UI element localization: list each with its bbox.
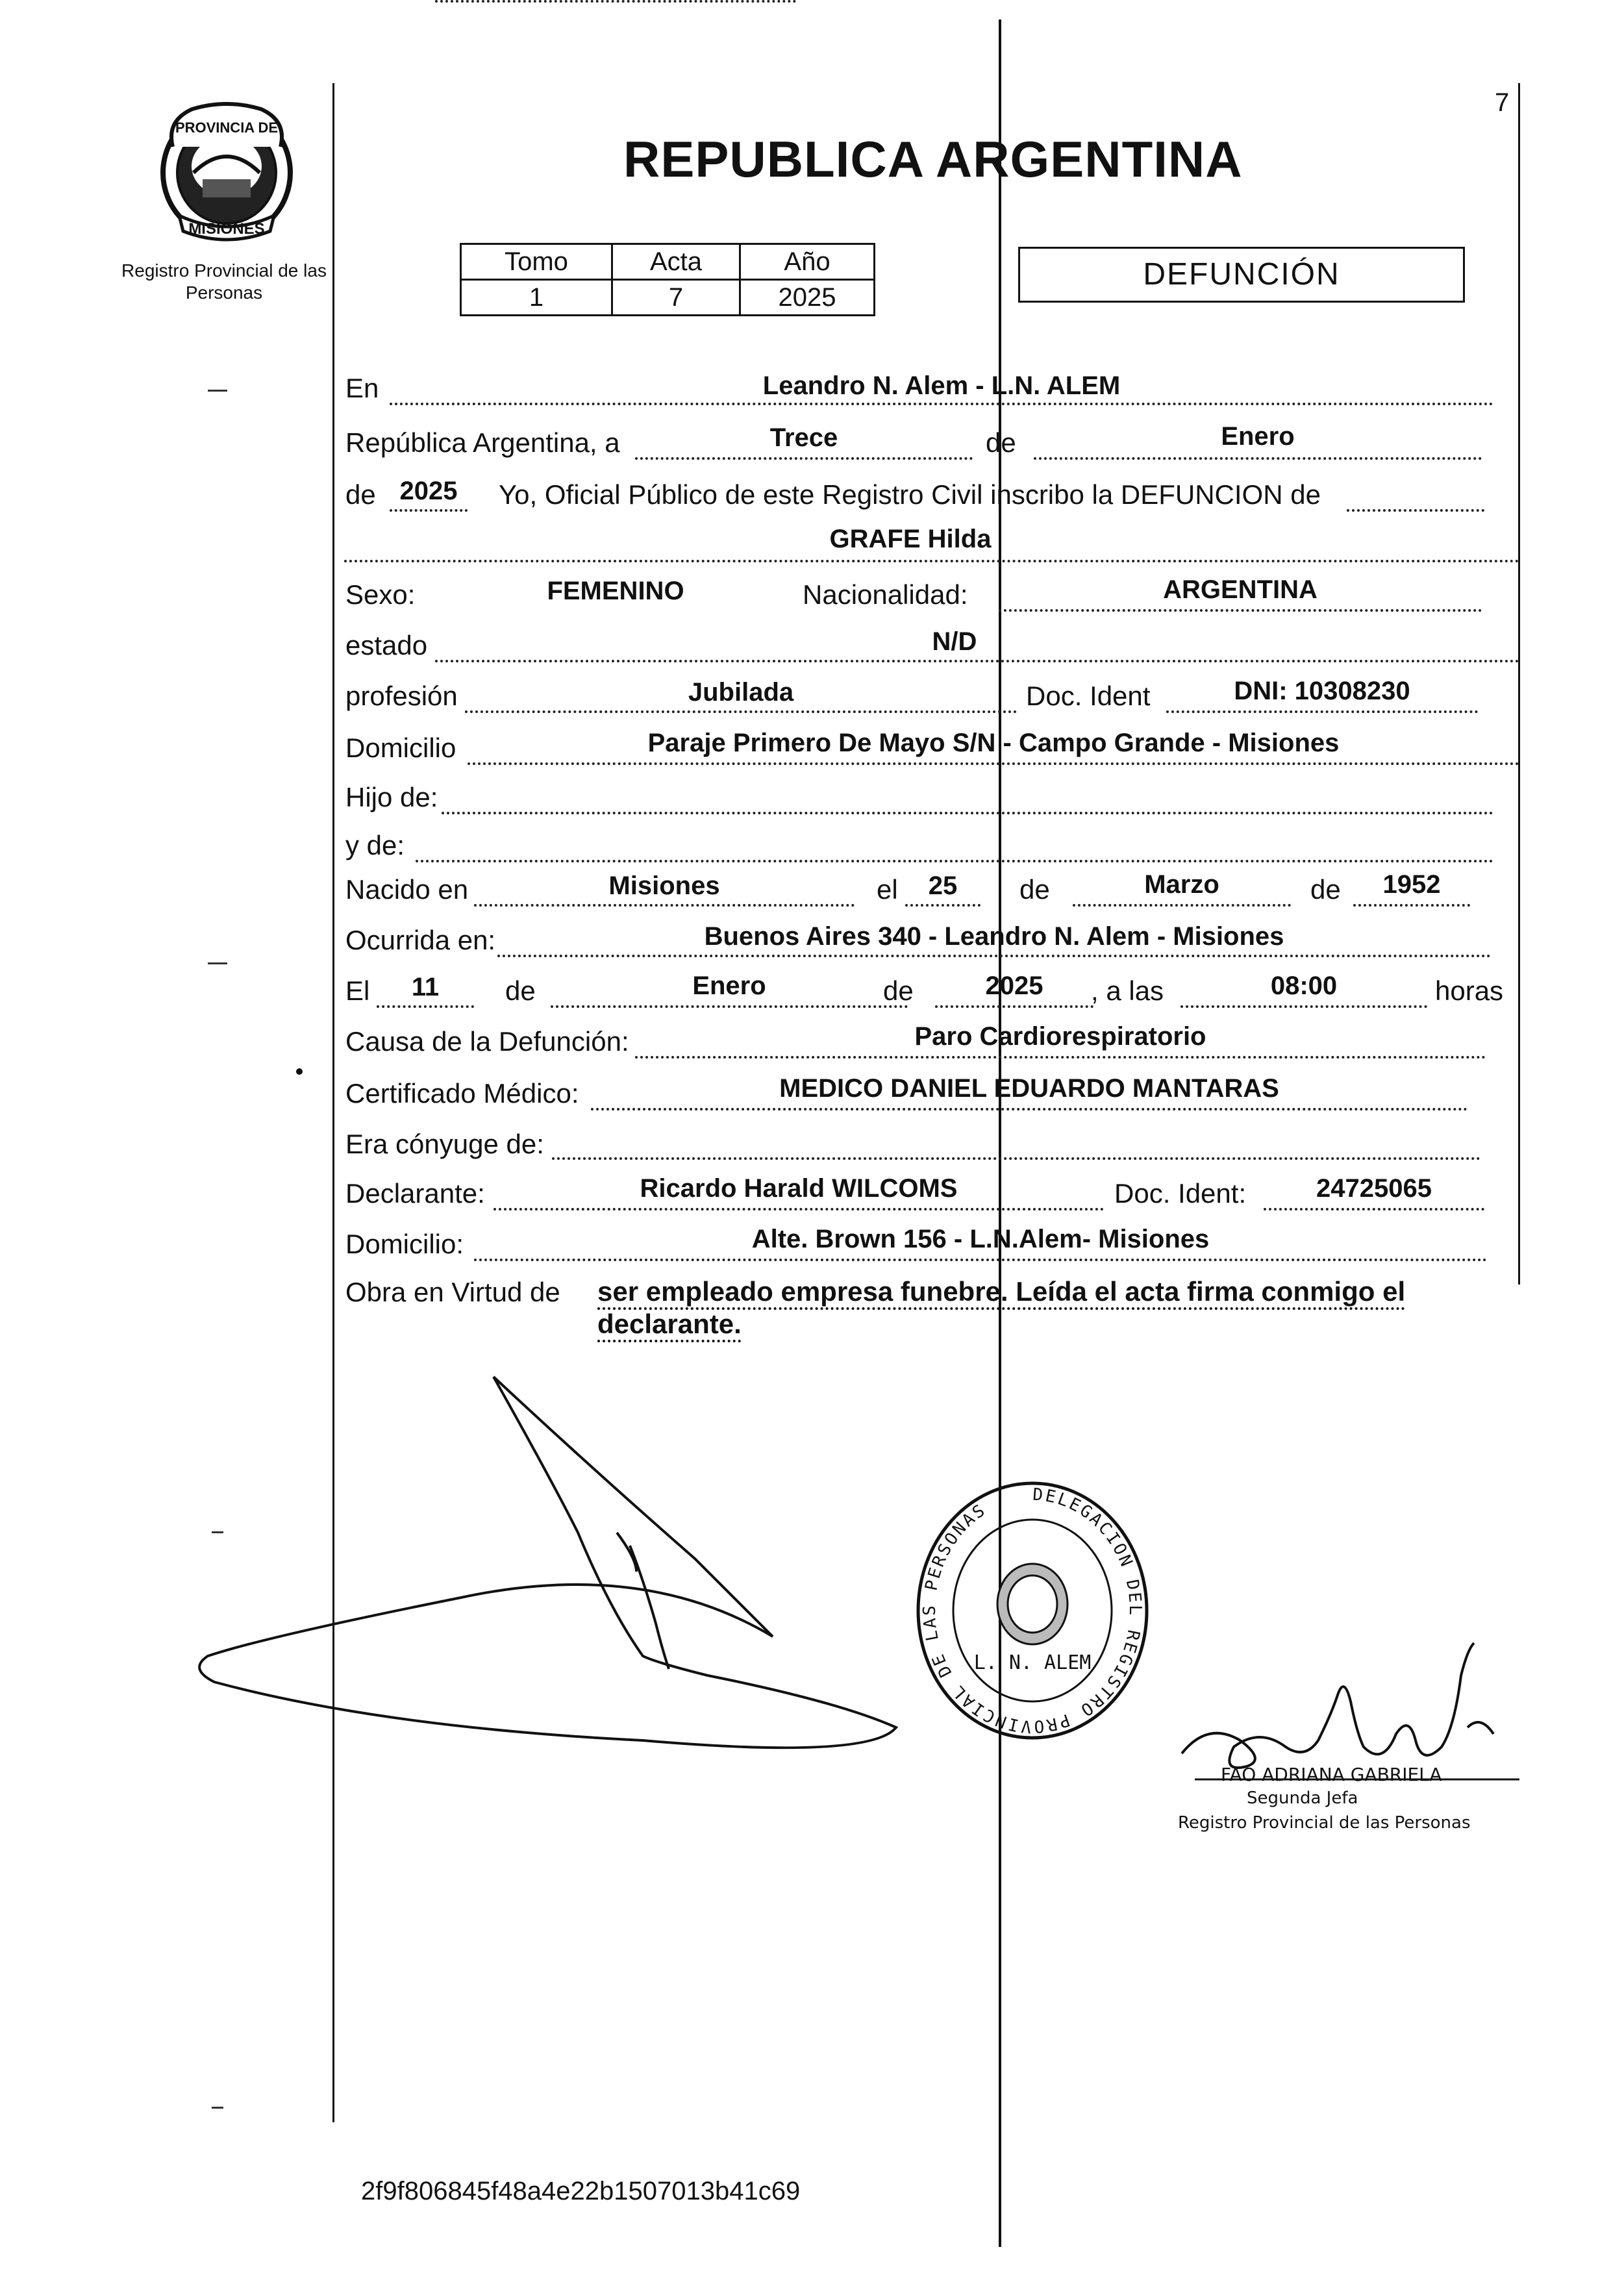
dotted-line xyxy=(1166,710,1478,713)
document-hash: 2f9f806845f48a4e22b1507013b41c69 xyxy=(361,2177,801,2205)
dotted-line xyxy=(1347,509,1484,512)
margin-mark xyxy=(208,962,227,964)
signer-org: Registro Provincial de las Personas xyxy=(1178,1813,1471,1833)
value-birth-year: 1952 xyxy=(1382,870,1441,899)
dotted-line xyxy=(551,1005,908,1008)
label-certificado: Certificado Médico: xyxy=(345,1078,579,1109)
dotted-line xyxy=(497,955,1491,957)
label-en: En xyxy=(345,373,379,403)
value-tomo: 1 xyxy=(461,280,612,316)
value-acta: 7 xyxy=(612,280,740,316)
dotted-line xyxy=(468,762,1519,765)
label-de: de xyxy=(1019,874,1050,905)
dotted-line xyxy=(1181,1005,1427,1008)
margin-mark xyxy=(208,390,227,392)
label-ocurrida-en: Ocurrida en: xyxy=(345,925,496,955)
dotted-line xyxy=(1073,904,1291,907)
dotted-line xyxy=(442,812,1493,814)
margin-mark xyxy=(296,1068,303,1075)
country-title: REPUBLICA ARGENTINA xyxy=(623,131,1243,188)
value-profesion: Jubilada xyxy=(688,678,794,707)
record-reference-table xyxy=(460,243,875,316)
page-number: 7 xyxy=(1495,88,1510,117)
label-el: el xyxy=(877,874,898,905)
value-domicilio2: Alte. Brown 156 - L.N.Alem- Misiones xyxy=(751,1225,1210,1253)
label-conyuge: Era cónyuge de: xyxy=(345,1129,544,1159)
value-death-year: 2025 xyxy=(985,972,1043,1000)
label-horas: horas xyxy=(1435,975,1504,1006)
right-margin-rule xyxy=(1518,83,1520,1285)
value-sexo: FEMENINO xyxy=(547,577,684,605)
label-a-las: , a las xyxy=(1091,975,1164,1006)
label-de: de xyxy=(1310,874,1341,905)
value-certificado: MEDICO DANIEL EDUARDO MANTARAS xyxy=(779,1074,1279,1103)
value-ano: 2025 xyxy=(740,280,875,316)
dotted-line xyxy=(390,509,468,512)
dotted-line xyxy=(390,403,1493,405)
dotted-line xyxy=(635,1056,1486,1059)
dotted-line xyxy=(493,1208,1104,1211)
label-doc-ident: Doc. Ident xyxy=(1026,681,1151,711)
value-death-hour: 08:00 xyxy=(1270,972,1338,1000)
label-causa: Causa de la Defunción: xyxy=(345,1026,629,1057)
dotted-line xyxy=(435,660,1519,662)
value-death-month: Enero xyxy=(692,972,766,1000)
dotted-line xyxy=(377,1005,474,1008)
dotted-line xyxy=(1353,904,1470,907)
registry-label: Registro Provincial de las Personas xyxy=(121,260,327,303)
center-fold-rule xyxy=(999,19,1001,2247)
seal-text-top: PROVINCIA DE xyxy=(175,119,279,136)
label-el: El xyxy=(345,975,370,1006)
dotted-line xyxy=(591,1108,1468,1110)
label-declarante-doc: Doc. Ident: xyxy=(1114,1178,1247,1209)
dotted-line xyxy=(635,457,973,460)
signer-name: FAO ADRIANA GABRIELA xyxy=(1221,1764,1442,1785)
margin-mark xyxy=(212,2107,223,2109)
label-domicilio: Domicilio xyxy=(345,733,456,763)
dotted-line xyxy=(999,609,1482,612)
value-declarante-doc: 24725065 xyxy=(1316,1174,1432,1203)
label-y-de: y de: xyxy=(345,830,405,860)
label-de: de xyxy=(883,975,914,1006)
province-seal-icon xyxy=(153,101,300,245)
dotted-line xyxy=(1264,1208,1484,1211)
dotted-line xyxy=(1034,457,1482,460)
label-de: de xyxy=(986,427,1016,458)
value-place: Leandro N. Alem - L.N. ALEM xyxy=(762,371,1121,400)
seal-text-bottom: MISIONES xyxy=(188,220,265,238)
header-ano: Año xyxy=(740,244,875,280)
dotted-line xyxy=(935,1005,1093,1008)
value-birth-month: Marzo xyxy=(1144,870,1219,899)
value-birth-day: 25 xyxy=(928,872,958,900)
dotted-line xyxy=(474,904,855,907)
label-domicilio2: Domicilio: xyxy=(345,1229,464,1259)
label-nacido-en: Nacido en xyxy=(345,874,469,905)
signer-title: Segunda Jefa xyxy=(1247,1788,1358,1808)
label-estado: estado xyxy=(345,630,428,660)
value-nacionalidad: ARGENTINA xyxy=(1163,575,1318,604)
stamp-ring-text: DELEGACION DEL REGISTRO PROVINCIAL DE LAS PERSONAS xyxy=(919,1485,1145,1737)
label-de: de xyxy=(505,975,536,1006)
value-causa: Paro Cardiorespiratorio xyxy=(914,1022,1206,1051)
value-ocurrida: Buenos Aires 340 - Leandro N. Alem - Misiones xyxy=(704,922,1284,951)
value-declarante: Ricardo Harald WILCOMS xyxy=(640,1174,958,1203)
left-margin-rule xyxy=(332,83,334,2122)
label-de-year: de xyxy=(345,479,376,510)
dotted-line xyxy=(474,1259,1487,1261)
label-obra: Obra en Virtud de xyxy=(345,1277,560,1307)
value-day-text: Trece xyxy=(769,423,838,452)
dotted-line xyxy=(905,904,981,907)
value-doc-ident: DNI: 10308230 xyxy=(1234,677,1410,705)
dotted-line xyxy=(552,1157,1480,1160)
label-nacionalidad: Nacionalidad: xyxy=(803,579,968,610)
label-republica: República Argentina, a xyxy=(345,427,620,458)
header-tomo: Tomo xyxy=(461,244,612,280)
official-stamp xyxy=(909,1474,1156,1747)
label-profesion: profesión xyxy=(345,681,458,711)
oficial-text: Yo, Oficial Público de este Registro Civil inscribo la DEFUNCION de xyxy=(499,479,1321,510)
header-acta: Acta xyxy=(612,244,740,280)
value-year: 2025 xyxy=(399,477,458,505)
record-reference-value-row xyxy=(461,280,875,316)
label-hijo-de: Hijo de: xyxy=(345,782,438,812)
dotted-line xyxy=(435,0,796,3)
record-reference-header-row xyxy=(461,244,875,280)
record-type-box: DEFUNCIÓN xyxy=(1018,247,1465,303)
stamp-center-text: L. N. ALEM xyxy=(973,1651,1092,1674)
dotted-line xyxy=(344,560,1519,562)
label-declarante: Declarante: xyxy=(345,1178,485,1209)
dotted-line xyxy=(416,860,1493,862)
value-death-day: 11 xyxy=(411,973,440,1001)
deceased-name: GRAFE Hilda xyxy=(829,525,992,553)
value-birth-place: Misiones xyxy=(608,872,720,900)
label-sexo: Sexo: xyxy=(345,579,416,610)
value-obra: ser empleado empresa funebre. Leída el acta firma conmigo el declarante. xyxy=(597,1276,1406,1339)
value-domicilio: Paraje Primero De Mayo S/N - Campo Grande - Misiones xyxy=(647,729,1340,757)
dotted-line xyxy=(465,710,1017,713)
value-month-text: Enero xyxy=(1221,422,1295,451)
value-estado: N/D xyxy=(932,627,977,656)
